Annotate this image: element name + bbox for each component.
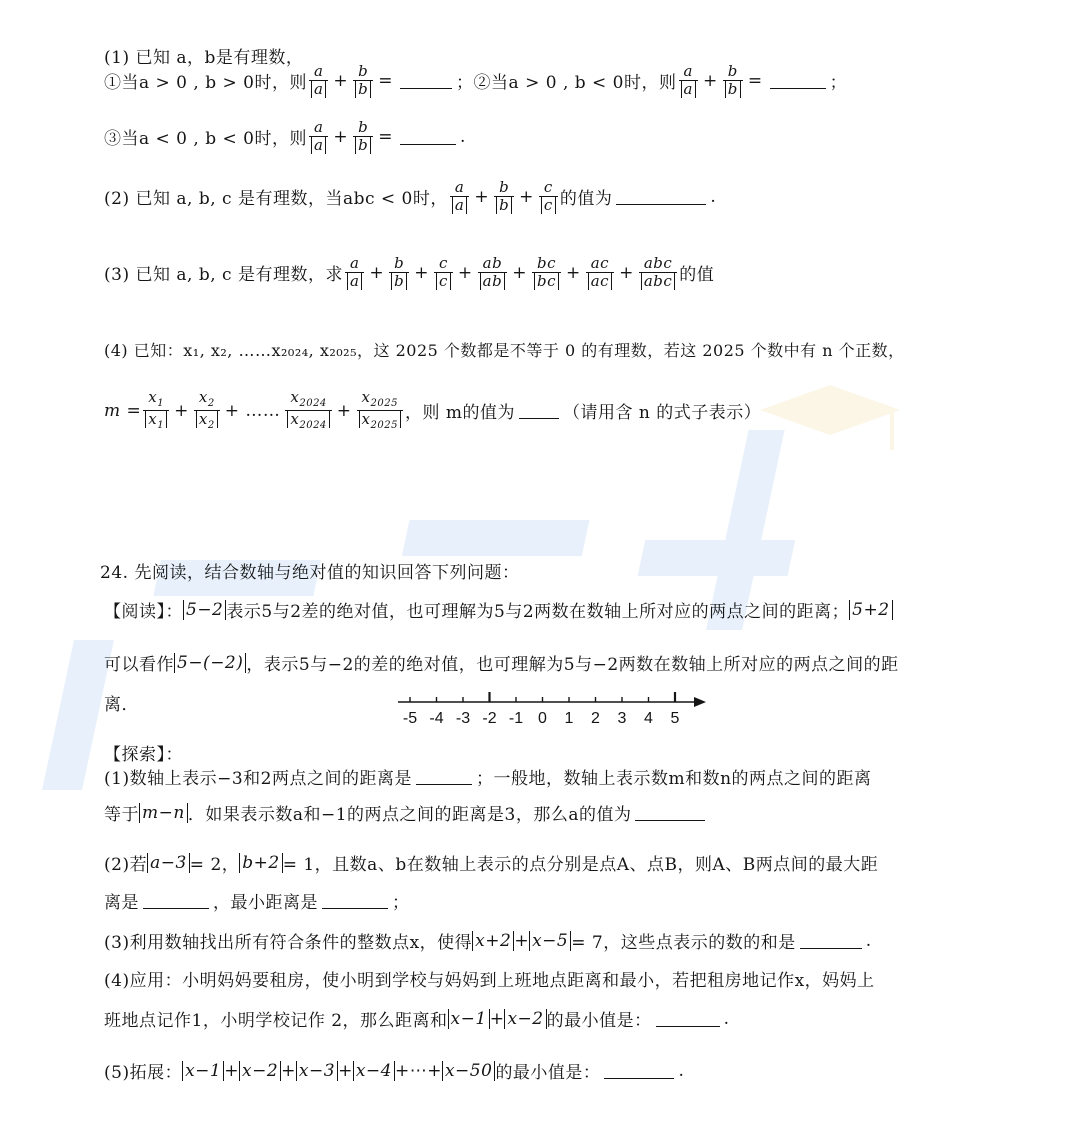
answer-blank[interactable] — [400, 128, 456, 145]
p2: (2) 已知 a, b, c 是有理数，当abc < 0时， $\frac{a}{a}$ + $\frac{b}{b}$ + $\frac{c}{c}$ 的值为 . — [104, 178, 717, 214]
number-line-label: 1 — [564, 710, 574, 727]
p4-line1: (4) 已知：x₁, x₂, ……x₂₀₂₄, x₂₀₂₅，这 2025 个数都是不等于 0 的有理数，若这 2025 个数中有 n 个正数， — [104, 341, 905, 360]
answer-blank[interactable] — [416, 768, 472, 785]
e2-line1: (2)若 a−3 = 2， b+2 = 1，且数a、b在数轴上表示的点分别是点A、点B，则A、B两点间的最大距 — [104, 852, 879, 875]
answer-blank[interactable] — [322, 892, 388, 909]
number-line-label: 2 — [591, 710, 600, 727]
p3: (3) 已知 a, b, c 是有理数，求 $\frac{a}{a}$ + $\frac{b}{b}$ + $\frac{c}{c}$ + $\frac{ab}{ab}$ + $\frac{bc}{bc}$ + $\frac{ac}{ac}$ + $\frac{\text{abc}}{\text{abc}}$ 的值 — [104, 254, 715, 290]
read-line3: 离． — [104, 695, 139, 715]
frac-b: $\frac{b}{b}$ — [353, 64, 373, 98]
number-line-arrow — [694, 697, 706, 707]
p1-case3: ③当a < 0 , b < 0时，则 $\frac{a}{a}$ + $\frac{b}{b}$ = . — [104, 118, 466, 154]
answer-blank[interactable] — [519, 402, 559, 419]
read-line2: 可以看作 5−(−2) ，表示5与−2的差的绝对值，也可理解为5与−2两数在数轴上所对应的两点之间的距 — [104, 652, 899, 675]
q24-title: 24. 先阅读，结合数轴与绝对值的知识回答下列问题： — [100, 563, 520, 583]
number-line-label: -3 — [455, 710, 471, 727]
answer-blank[interactable] — [770, 72, 826, 89]
p1-case1: ①当a > 0 , b > 0时，则 $\frac{a}{a}$ + $\frac{b}{b}$ = ；②当a > 0 , b < 0时，则 $\frac{a}{a}$ + $\frac{b}{b}$ = ； — [104, 62, 848, 98]
e2-line2: 离是 ，最小距离是 ； — [104, 893, 410, 913]
e3: (3)利用数轴找出所有符合条件的整数点x，使得 x+2 + x−5 = 7，这些点表示的数的和是 . — [104, 930, 872, 953]
answer-blank[interactable] — [635, 804, 705, 821]
number-line-label: -5 — [402, 710, 418, 727]
number-line-label: 0 — [538, 710, 547, 727]
p4-line2: m = $\frac{x_1}{x_1}$ + $\frac{x_2}{x_2}$ + …… $\frac{x_{2024}}{x_{2024}}$ + $\frac{x_{2025}}{x_{2025}}$ ，则 m的值为 （请用含 n 的式子表示） — [104, 388, 762, 431]
answer-blank[interactable] — [604, 1062, 674, 1079]
p1-intro: (1) 已知 a，b是有理数， — [104, 48, 304, 68]
number-line-label: -1 — [508, 710, 524, 727]
answer-blank[interactable] — [143, 892, 209, 909]
frac-a: $\frac{a}{a}$ — [309, 64, 328, 98]
number-line-label: -4 — [429, 710, 444, 727]
number-line — [396, 686, 708, 730]
answer-blank[interactable] — [616, 188, 706, 205]
number-line-label: 3 — [617, 710, 627, 727]
answer-blank[interactable] — [656, 1010, 720, 1027]
number-line-label: 4 — [644, 710, 653, 727]
explore-title: 【探索】： — [104, 745, 183, 765]
e4-line1: (4)应用：小明妈妈要租房，使小明到学校与妈妈到上班地点距离和最小，若把租房地记作x，妈妈上 — [104, 971, 875, 991]
number-line-label: 5 — [670, 710, 680, 727]
e1-line2: 等于 m−n ．如果表示数a和−1的两点之间的距离是3，那么a的值为 — [104, 800, 709, 825]
answer-blank[interactable] — [400, 72, 452, 89]
e1-line1: (1)数轴上表示−3和2两点之间的距离是 ；一般地，数轴上表示数m和数n的两点之间的距离 — [104, 769, 872, 789]
number-line-label: -2 — [482, 710, 497, 727]
read-line1: 【阅读】： 5−2 表示5与2差的绝对值，也可理解为5与2两数在数轴上所对应的两点之间的距离； 5+2 — [104, 597, 893, 622]
e4-line2: 班地点记作1，小明学校记作 2，那么距离和 x−1 + x−2 的最小值是： . — [104, 1008, 730, 1031]
e5: (5)拓展： x−1 + x−2 + x−3 + x−4 +⋯+ x−50 的最小值是： . — [104, 1060, 685, 1083]
answer-blank[interactable] — [800, 932, 862, 949]
